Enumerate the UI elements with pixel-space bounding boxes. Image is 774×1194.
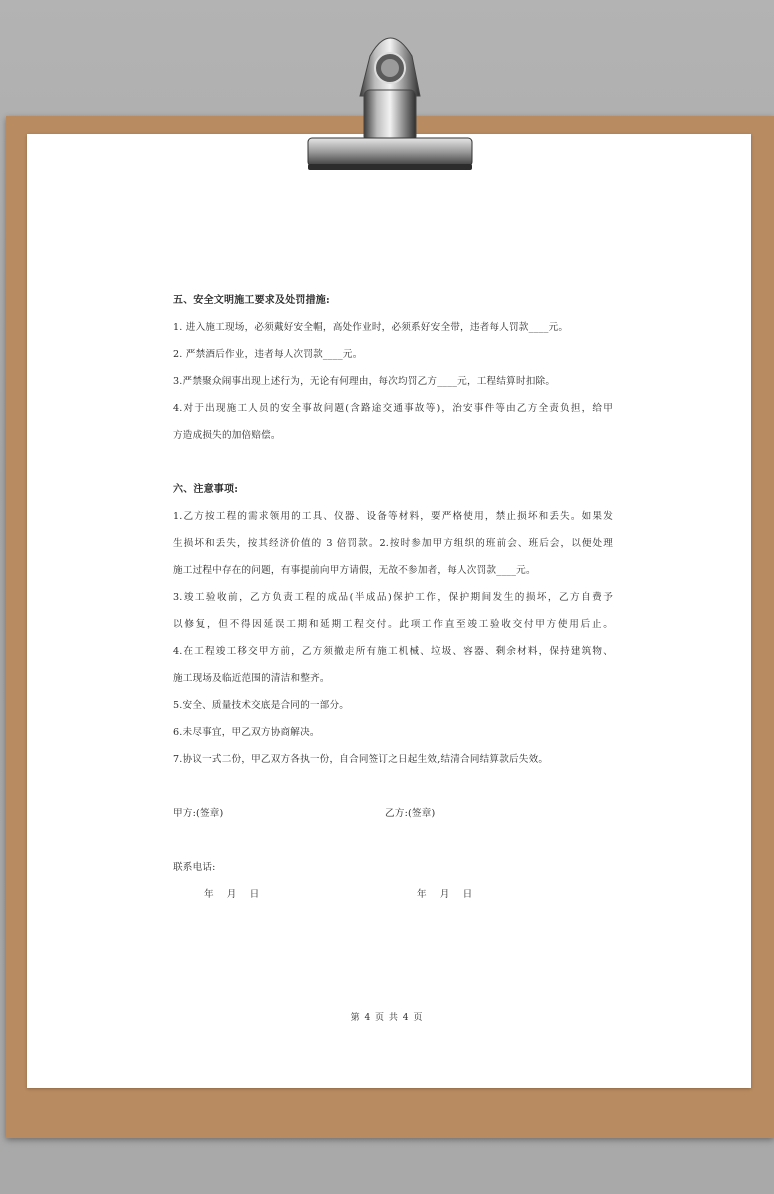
section5-item-4-line-1: 4.对于出现施工人员的安全事故问题(含路途交通事故等)，治安事件等由乙方全责负担，给甲 — [173, 403, 613, 414]
section6-item-4-line-2: 施工现场及临近范围的清洁和整齐。 — [173, 673, 330, 684]
date-row — [173, 881, 613, 908]
section5-item-3: 3.严禁聚众闹事出现上述行为，无论有何理由，每次均罚乙方____元，工程结算时扣除。 — [173, 376, 556, 387]
page-footer: 第 4 页 共 4 页 — [350, 1013, 424, 1023]
signature-row — [173, 800, 613, 827]
phone-spacer — [173, 827, 613, 854]
section5-item-2: 2. 严禁酒后作业，违者每人次罚款____元。 — [173, 349, 363, 360]
section6-item-1-line-2: 生损坏和丢失，按其经济价值的 3 倍罚款。2.按时参加甲方组织的班前会、班后会，以便处理 — [173, 538, 613, 549]
section5-item-1: 1. 进入施工现场，必须戴好安全帽，高处作业时，必须系好安全带，违者每人罚款____元。 — [173, 322, 569, 333]
section6-item-7: 7.协议一式二份，甲乙双方各执一份，自合同签订之日起生效,结清合同结算款后失效。 — [173, 754, 549, 765]
section5-item-4-line-2: 方造成损失的加倍赔偿。 — [173, 430, 281, 441]
phone-row — [173, 854, 613, 881]
party-b-signature: 乙方:(签章) — [385, 808, 436, 819]
phone-label: 联系电话: — [173, 862, 216, 873]
section6-item-6: 6.未尽事宜，甲乙双方协商解决。 — [173, 727, 320, 738]
section6-item-3-line-2: 以修复，但不得因延误工期和延期工程交付。此项工作直至竣工验收交付甲方使用后止。 — [173, 619, 613, 630]
party-a-signature: 甲方:(签章) — [173, 808, 224, 819]
section-spacer — [173, 449, 613, 476]
section6-item-1-line-1: 1.乙方按工程的需求领用的工具、仪器、设备等材料，要严格使用，禁止损坏和丢失。如果发 — [173, 511, 613, 522]
section6-item-4-line-1: 4.在工程竣工移交甲方前，乙方须撤走所有施工机械、垃圾、容器、剩余材料，保持建筑物、 — [173, 646, 613, 657]
signature-spacer — [173, 773, 613, 800]
party-b-date: 年 月 日 — [417, 889, 473, 900]
binder-clip-icon — [300, 26, 480, 178]
document-body — [173, 287, 613, 908]
party-a-date: 年 月 日 — [204, 889, 260, 900]
section6-title: 六、注意事项: — [173, 484, 239, 495]
section5-title: 五、安全文明施工要求及处罚措施: — [173, 295, 330, 306]
section6-item-3-line-1: 3.竣工验收前，乙方负责工程的成品(半成品)保护工作，保护期间发生的损坏，乙方自费予 — [173, 592, 613, 603]
section6-item-5: 5.安全、质量技术交底是合同的一部分。 — [173, 700, 350, 711]
section6-item-1-line-3: 施工过程中存在的问题，有事提前向甲方请假，无故不参加者，每人次罚款____元。 — [173, 565, 536, 576]
